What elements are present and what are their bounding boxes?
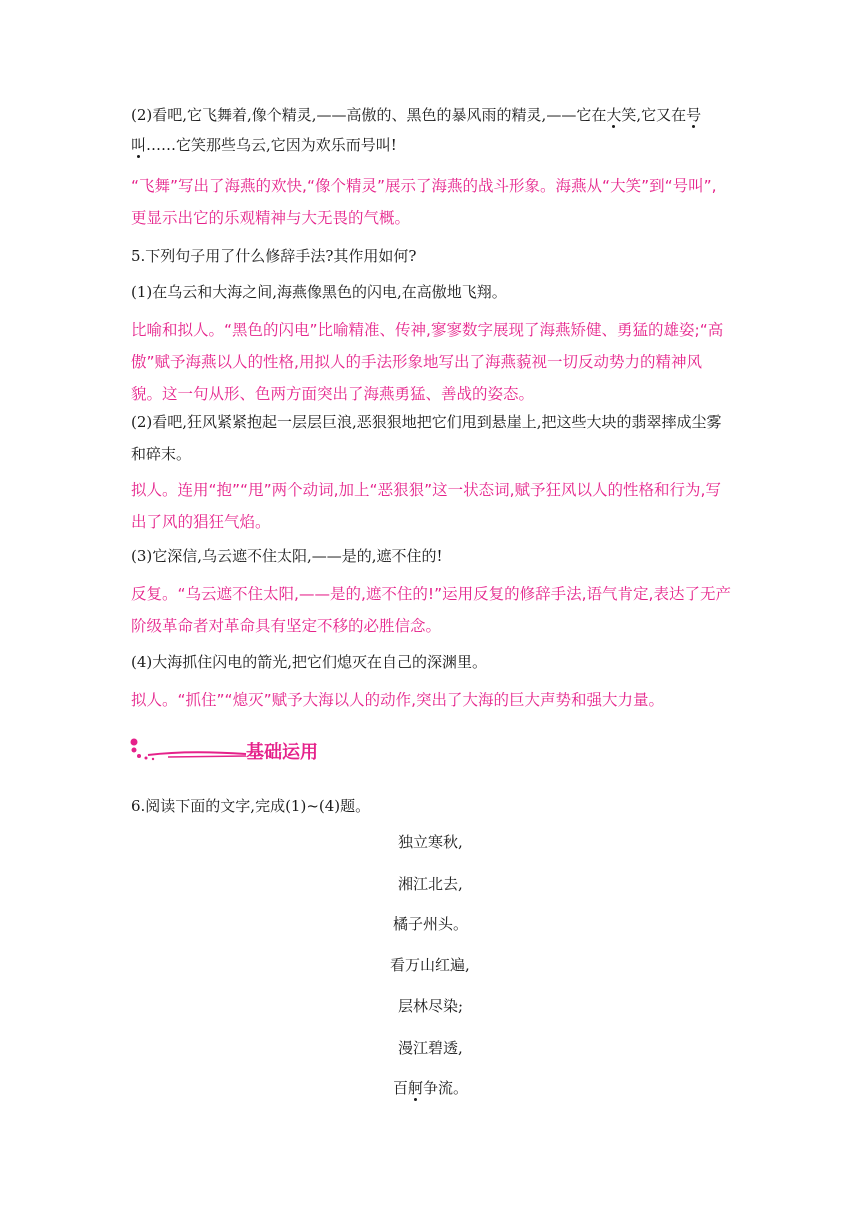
poem-line: 独立寒秋, [398, 833, 463, 851]
question-5-4: (4)大海抓住闪电的箭光,把它们熄灭在自己的深渊里。 [131, 653, 488, 671]
question-4-2-text-d: ……它笑那些乌云,它因为欢乐而号叫! [146, 136, 397, 154]
question-5-1: (1)在乌云和大海之间,海燕像黑色的闪电,在高傲地飞翔。 [131, 283, 507, 301]
poem-line: 层林尽染; [398, 997, 464, 1015]
question-6: 6.阅读下面的文字,完成(1)~(4)题。 [131, 797, 371, 815]
answer-5-4: 拟人。“抓住”“熄灭”赋予大海以人的动作,突出了大海的巨大声势和强大力量。 [131, 691, 665, 709]
section-decoration-icon [128, 734, 248, 770]
poem-line: 橘子州头。 [393, 915, 469, 933]
answer-5-3: 反复。“乌云遮不住太阳,——是的,遮不住的!”运用反复的修辞手法,语气肯定,表达了无产阶级革命者对革命具有坚定不移的必胜信念。 [131, 585, 731, 635]
question-4-2-text-c: ,它又在 [636, 106, 687, 124]
poem-text: 争流。 [423, 1079, 469, 1097]
question-5: 5.下列句子用了什么修辞手法?其作用如何? [131, 247, 417, 265]
poem-text: 百 [393, 1079, 409, 1097]
poem-line: 看万山红遍, [390, 956, 470, 974]
answer-5-2: 拟人。连用“抱”“甩”两个动词,加上“恶狠狠”这一状态词,赋予狂风以人的性格和行为,写出了风的猖狂气焰。 [131, 481, 721, 531]
question-4-2-text-a: (2)看吧,它飞舞着,像个精灵,——高傲的、黑色的暴风雨的精灵,——它在 [131, 106, 607, 124]
emphasis-char: 大 [606, 106, 622, 124]
answer-4-2: “飞舞”写出了海燕的欢快,“像个精灵”展示了海燕的战斗形象。海燕从“大笑”到“号叫”,更显示出它的乐观精神与大无畏的气概。 [131, 177, 717, 227]
section-header [128, 734, 368, 770]
question-4-2-text-b: 笑 [621, 106, 637, 124]
question-5-3: (3)它深信,乌云遮不住太阳,——是的,遮不住的! [131, 547, 443, 565]
emphasis-char: 叫 [131, 136, 147, 154]
question-5-2: (2)看吧,狂风紧紧抱起一层层巨浪,恶狠狠地把它们甩到悬崖上,把这些大块的翡翠摔成尘雾和碎末。 [131, 413, 722, 463]
poem-line: 湘江北去, [398, 875, 463, 893]
emphasis-char: 舸 [408, 1079, 424, 1097]
emphasis-char: 号 [686, 106, 702, 124]
question-4-2 [131, 100, 731, 160]
poem-line [393, 1076, 468, 1100]
poem-line: 漫江碧透, [398, 1039, 463, 1057]
section-title: 基础运用 [246, 742, 318, 763]
answer-5-1: 比喻和拟人。“黑色的闪电”比喻精准、传神,寥寥数字展现了海燕矫健、勇猛的雄姿;“高傲”赋予海燕以人的性格,用拟人的手法形象地写出了海燕藐视一切反动势力的精神风貌。这一句从形、色两方面突出了海燕勇猛、善战的姿态。 [131, 321, 724, 403]
